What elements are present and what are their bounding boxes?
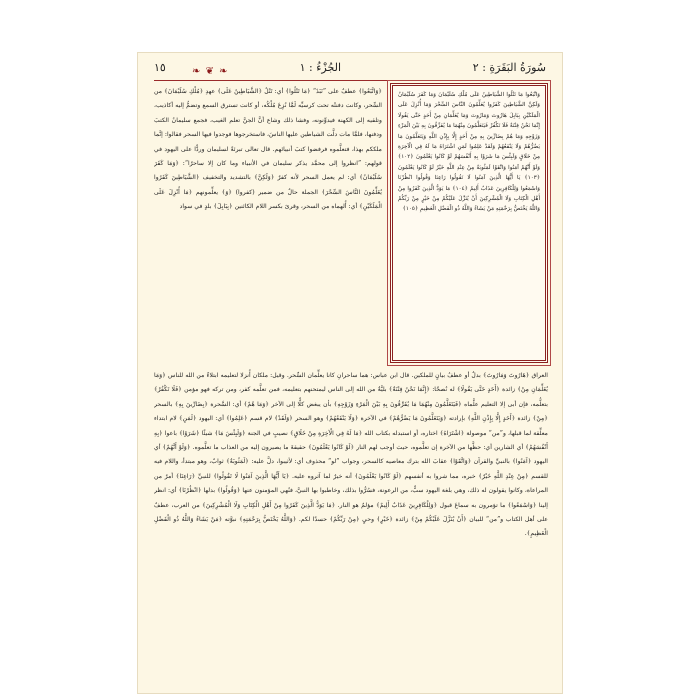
quran-verses: وَاتَّبَعُوا مَا تَتْلُوا الشَّيَاطِينُ عَلَى مُلْكِ سُلَيْمَانَ وَمَا كَفَرَ سُلَيْمَانُ وَلَكِنَّ الشَّيَاطِينَ كَفَرُوا يُعَلِّمُونَ النَّاسَ السِّحْرَ وَمَا أُنْزِلَ عَلَى الْمَلَكَيْنِ بِبَابِلَ هَارُوتَ وَمَارُوتَ وَمَا يُعَلِّمَانِ مِنْ أَحَدٍ حَتَّى يَقُولَا إِنَّمَا نَحْنُ فِتْنَةٌ فَلَا تَكْفُرْ فَيَتَعَلَّمُونَ مِنْهُمَا مَا يُفَرِّقُونَ بِهِ بَيْنَ الْمَرْءِ وَزَوْجِهِ وَمَا هُمْ بِضَارِّينَ بِهِ مِنْ أَحَدٍ إِلَّا بِإِذْنِ اللَّهِ وَيَتَعَلَّمُونَ مَا يَضُرُّهُمْ وَلَا يَنْفَعُهُمْ وَلَقَدْ عَلِمُوا لَمَنِ اشْتَرَاهُ مَا لَهُ فِي الْآخِرَةِ مِنْ خَلَاقٍ وَلَبِئْسَ مَا شَرَوْا بِهِ أَنْفُسَهُمْ لَوْ كَانُوا يَعْلَمُونَ ﴿١٠٢﴾ وَلَوْ أَنَّهُمْ آمَنُوا وَاتَّقَوْا لَمَثُوبَةٌ مِنْ عِنْدِ اللَّهِ خَيْرٌ لَوْ كَانُوا يَعْلَمُونَ ﴿١٠٣﴾ يَا أَيُّهَا الَّذِينَ آمَنُوا لَا تَقُولُوا رَاعِنَا وَقُولُوا انْظُرْنَا وَاسْمَعُوا وَلِلْكَافِرِينَ عَذَابٌ أَلِيمٌ ﴿١٠٤﴾ مَا يَوَدُّ الَّذِينَ كَفَرُوا مِنْ أَهْلِ الْكِتَابِ وَلَا الْمُشْرِكِينَ أَنْ يُنَزَّلَ عَلَيْكُمْ مِنْ خَيْرٍ مِنْ رَبِّكُمْ وَاللَّهُ يَخْتَصُّ بِرَحْمَتِهِ مَنْ يَشَاءُ وَاللَّهُ ذُو الْفَضْلِ الْعَظِيمِ ﴿١٠٥﴾ [398, 92, 540, 213]
tafsir-text-top: ﴿وَاتَّبَعُوا﴾ عطفٌ على ”نَبَذَ“ ﴿مَا تَتْلُوا﴾ أي: تَتْلُ ﴿الشَّيَاطِينُ عَلَى﴾ عهدِ ﴿مُلْكِ سُلَيْمَانَ﴾ من السِّحر، وكانت دفنتْه تحت كرسيِّه لَمَّا نُزِعَ مُلْكُه، أو كانت تسترق السمع وتضمُّ إليه أكاذيب، وتلقيه إلى الكهنة فيدوِّنونه، وفشا ذلك وشاع أنَّ الجنَّ تعلم الغيب، فجمع سليمانُ الكتبَ ودفنها، فلمَّا مات دلَّت الشياطين عليها الناسَ، فاستخرجوها فوجدوا فيها السحر فقالوا: إنَّما ملككم بهذا، فتعلَّموه فرفضوا كتبَ أنبيائهم. قال تعالى تبرئةً لسليمان وردًّا على اليهود في قولهم: ”انظروا إلى محمَّد يذكر سليمان في الأنبياء وما كان إلا ساحرًا“: ﴿وَمَا كَفَرَ سُلَيْمَانُ﴾ أي: لم يعمل السحر لأنه كفرٌ ﴿وَلَكِنَّ﴾ بالتشديد والتخفيف ﴿الشَّيَاطِينَ كَفَرُوا يُعَلِّمُونَ النَّاسَ السِّحْرَ﴾ الجملة حالٌ من ضمير (كفروا) ﴿وَ﴾ يعلِّمونهم ﴿مَا أُنْزِلَ عَلَى الْمَلَكَيْنِ﴾ أي: أُلهماه من السحر، وقرئ بكسر اللام الكائنين ﴿بِبَابِلَ﴾ بلدٍ في سواد [154, 88, 382, 211]
tafsir-column-top [154, 85, 382, 365]
mushaf-page [137, 52, 563, 694]
ornament-icon: ❧ ❦ ❧ [192, 66, 229, 77]
tafsir-text-bottom: العراق ﴿هَارُوتَ وَمَارُوتَ﴾ بدلٌ أو عطفُ بيانٍ للملكين. قال ابن عباس: هما ساحرانِ كانا يعلِّمان السِّحر. وقيل: ملكان أُنزلا لتعليمه ابتلاءً من الله للناس ﴿وَمَا يُعَلِّمَانِ مِنْ﴾ زائدة ﴿أَحَدٍ حَتَّى يَقُولَا﴾ له نُصحًا: ﴿إِنَّمَا نَحْنُ فِتْنَةٌ﴾ بليَّةٌ من الله إلى الناس ليمتحنهم بتعليمه، فمن تعلَّمه كفر، ومن تركه فهو مؤمن ﴿فَلَا تَكْفُرْ﴾ بتعلُّمه، فإن أبى إلا التعليم علَّماه ﴿فَيَتَعَلَّمُونَ مِنْهُمَا مَا يُفَرِّقُونَ بِهِ بَيْنَ الْمَرْءِ وَزَوْجِهِ﴾ بأن يبغض كلًّا إلى الآخر ﴿وَمَا هُمْ﴾ أي: السَّحرة ﴿بِضَارِّينَ بِهِ﴾ بالسحر ﴿مِنْ﴾ زائدة ﴿أَحَدٍ إِلَّا بِإِذْنِ اللَّهِ﴾ بإرادته ﴿وَيَتَعَلَّمُونَ مَا يَضُرُّهُمْ﴾ في الآخرة ﴿وَلَا يَنْفَعُهُمْ﴾ وهو السحر ﴿وَلَقَدْ﴾ لام قسم ﴿عَلِمُوا﴾ أي: اليهود ﴿لَمَنِ﴾ لام ابتداء معلِّقة لما قبلها، و”من“ موصولة ﴿اشْتَرَاهُ﴾ اختاره، أو استبدله بكتاب الله ﴿مَا لَهُ فِي الْآخِرَةِ مِنْ خَلَاقٍ﴾ نصيبٍ في الجنة ﴿وَلَبِئْسَ مَا﴾ شيئًا ﴿شَرَوْا﴾ باعوا ﴿بِهِ أَنْفُسَهُمْ﴾ أي الشارين أي: حظَّها من الآخرة إن تعلَّموه، حيث أوجب لهم النار ﴿لَوْ كَانُوا يَعْلَمُونَ﴾ حقيقةَ ما يصيرون إليه من العذاب ما تعلَّموه. ﴿وَلَوْ أَنَّهُمْ﴾ أي اليهود ﴿آمَنُوا﴾ بالنبيِّ والقرآن ﴿وَاتَّقَوْا﴾ عقابَ الله بترك معاصيه كالسحر، وجواب ”لو“ محذوف أي: لأثيبوا، دلَّ عليه: ﴿لَمَثُوبَةٌ﴾ ثوابٌ، وهو مبتدأ، واللام فيه للقسم ﴿مِنْ عِنْدِ اللَّهِ خَيْرٌ﴾ خبره، مما شروا به أنفسهم ﴿لَوْ كَانُوا يَعْلَمُونَ﴾ أنه خيرٌ لما آثروه عليه. ﴿يَا أَيُّهَا الَّذِينَ آمَنُوا لَا تَقُولُوا﴾ للنبيِّ ﴿رَاعِنَا﴾ أمرٌ من المراعاة، وكانوا يقولون له ذلك، وهي بلغة اليهود سبٌّ، من الرعونة، فسُرُّوا بذلك، وخاطبوا بها النبيَّ، فنُهي المؤمنون عنها ﴿وَقُولُوا﴾ بدلها ﴿انْظُرْنَا﴾ أي: انظر إلينا ﴿وَاسْمَعُوا﴾ ما تؤمرون به سماعَ قبول ﴿وَلِلْكَافِرِينَ عَذَابٌ أَلِيمٌ﴾ مؤلمٌ هو النار. ﴿مَا يَوَدُّ الَّذِينَ كَفَرُوا مِنْ أَهْلِ الْكِتَابِ وَلَا الْمُشْرِكِينَ﴾ من العرب، عطفٌ على أهل الكتاب و”من“ للبيان ﴿أَنْ يُنَزَّلَ عَلَيْكُمْ مِنْ﴾ زائدة ﴿خَيْرٍ﴾ وحيٍ ﴿مِنْ رَبِّكُمْ﴾ حسدًا لكم. ﴿وَاللَّهُ يَخْتَصُّ بِرَحْمَتِهِ﴾ نبوَّته ﴿مَنْ يَشَاءُ وَاللَّهُ ذُو الْفَضْلِ الْعَظِيمِ﴾. [154, 372, 548, 538]
page-header [154, 59, 546, 79]
header-divider [154, 80, 546, 81]
juz-label: الجُزْءُ : ١ [299, 61, 341, 74]
sura-title: سُورَةُ البَقَرَةِ : ٢ [472, 61, 546, 74]
quran-text-box [390, 83, 548, 363]
tafsir-column-bottom [154, 369, 548, 687]
page-number: ١٥ [154, 61, 166, 74]
